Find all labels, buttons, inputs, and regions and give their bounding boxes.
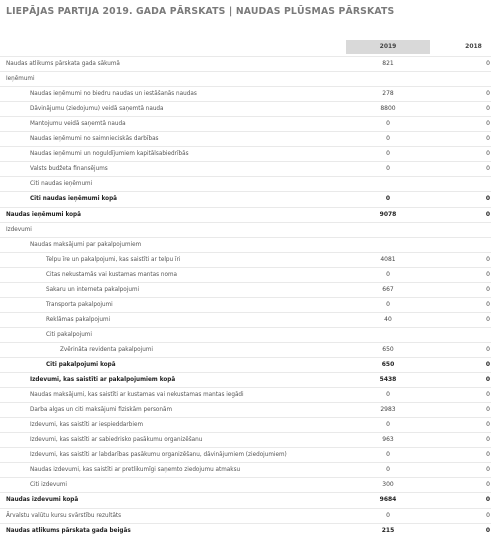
row-value-2019: 0: [386, 135, 390, 143]
row-label: Naudas izdevumi, kas saistīti ar pretlikumīgi saņemto ziedojumu atmaksu: [30, 467, 241, 474]
row-value-2019: 821: [382, 60, 394, 67]
table-row: [0, 432, 491, 447]
row-value-2018: 0: [486, 300, 490, 308]
table-row: [0, 402, 491, 417]
row-value-2019: 0: [386, 120, 390, 128]
row-value-2019: 0: [386, 391, 390, 399]
row-value-2019: 5438: [379, 376, 397, 384]
row-value-2018: 0: [486, 150, 490, 158]
row-label: Naudas maksājumi par pakalpojumiem: [30, 241, 142, 248]
row-value-2018: 0: [486, 436, 490, 444]
row-value-2019: 667: [382, 285, 394, 293]
row-value-2018: 0: [486, 255, 490, 263]
table-row: [0, 387, 491, 402]
table-row: [0, 146, 491, 161]
table-row: [0, 282, 491, 297]
row-value-2019: 963: [382, 436, 394, 444]
table-row: [0, 252, 491, 267]
row-label: Izdevumi, kas saistīti ar sabiedrisko pasākumu organizēšanu: [30, 437, 203, 444]
row-label: Sakaru un interneta pakalpojumi: [46, 286, 140, 293]
row-label: Darba algas un citi maksājumi fiziskām personām: [30, 407, 173, 414]
row-value-2019: 0: [386, 270, 390, 278]
row-value-2019: 0: [385, 195, 391, 203]
row-label: Citi naudas ieņēmumi: [30, 181, 93, 188]
table-row: [0, 237, 491, 252]
row-value-2018: 0: [486, 345, 490, 353]
table-row: [0, 462, 491, 477]
table-row: [0, 312, 491, 327]
row-value-2019: 0: [386, 300, 390, 308]
row-label: Citi pakalpojumi kopā: [46, 362, 116, 368]
row-label: Izdevumi, kas saistīti ar pakalpojumiem kopā: [30, 377, 176, 384]
row-value-2018: 0: [486, 511, 490, 519]
row-value-2019: 40: [384, 315, 392, 323]
table-row: [0, 357, 491, 372]
row-label: Zvērināta revidenta pakalpojumi: [60, 346, 153, 353]
row-label: Telpu īre un pakalpojumi, kas saistīti ar telpu īri: [46, 256, 181, 263]
row-value-2019: 0: [386, 421, 390, 429]
page-title: LIEPĀJAS PARTIJA 2019. GADA PĀRSKATS | NAUDAS PLŪSMAS PĀRSKATS: [6, 6, 395, 17]
row-value-2018: 0: [486, 406, 490, 414]
row-value-2019: 650: [381, 361, 395, 368]
table-row: [0, 417, 491, 432]
row-label: Mantojumu veidā saņemtā nauda: [30, 121, 126, 128]
table-row: [0, 372, 491, 387]
row-value-2018: 0: [486, 421, 490, 429]
table-row: [0, 116, 491, 131]
row-label: Reklāmas pakalpojumi: [46, 316, 111, 323]
row-value-2018: 0: [486, 270, 490, 278]
table-row: [0, 131, 491, 146]
table-row: [0, 86, 491, 101]
row-label: Ārvalstu valūtu kursu svārstību rezultāts: [6, 512, 122, 519]
row-value-2019: 0: [386, 451, 390, 459]
row-label: Citi izdevumi: [30, 482, 67, 489]
row-label: Citi naudas ieņēmumi kopā: [30, 196, 117, 203]
row-value-2019: 300: [382, 481, 394, 489]
row-value-2018: 0: [486, 481, 490, 489]
table-row: [0, 508, 491, 523]
table-row: [0, 447, 491, 462]
row-value-2018: 0: [486, 60, 490, 67]
row-value-2019: 8800: [380, 105, 396, 113]
row-value-2019: 2983: [380, 406, 396, 414]
column-header-2019: 2019: [346, 40, 430, 54]
table-row: [0, 176, 491, 191]
table-row: [0, 207, 491, 222]
row-value-2018: 0: [485, 496, 490, 504]
row-label: Naudas ieņēmumi un noguldījumiem kapitālsabiedrībās: [30, 151, 189, 158]
table-row: [0, 342, 491, 357]
row-label: Transporta pakalpojumi: [46, 301, 113, 308]
table-row: [0, 477, 491, 492]
row-value-2018: 0: [486, 120, 490, 128]
row-value-2019: 4081: [380, 255, 396, 263]
table-row: [0, 267, 491, 282]
row-value-2018: 0: [486, 315, 490, 323]
row-value-2019: 9078: [379, 210, 397, 218]
row-label: Izdevumi, kas saistīti ar iespieddarbiem: [30, 422, 143, 429]
row-label: Naudas ieņēmumi kopā: [6, 211, 81, 218]
table-row: [0, 297, 491, 312]
row-value-2018: 0: [486, 285, 490, 293]
column-header-2018: 2018: [465, 43, 482, 50]
row-label: Citas nekustamās vai kustamas mantas noma: [46, 271, 178, 278]
row-value-2018: 0: [486, 135, 490, 143]
row-label: Naudas atlikums pārskata gada sākumā: [6, 61, 120, 67]
row-label: Naudas atlikums pārskata gada beigās: [6, 527, 131, 534]
table-row: [0, 523, 491, 538]
row-value-2018: 0: [486, 466, 490, 474]
row-value-2019: 0: [386, 466, 390, 474]
row-value-2018: 0: [485, 361, 490, 368]
row-value-2019: 0: [386, 165, 390, 173]
table-row: [0, 56, 491, 71]
row-value-2018: 0: [486, 165, 490, 173]
row-value-2018: 0: [485, 195, 490, 203]
row-label: Izdevumi: [6, 226, 32, 233]
table-row: [0, 71, 491, 86]
row-value-2019: 215: [381, 526, 395, 534]
row-value-2018: 0: [486, 90, 490, 98]
row-value-2018: 0: [486, 391, 490, 399]
table-row: [0, 101, 491, 116]
row-value-2018: 0: [485, 376, 490, 384]
row-label: Izdevumi, kas saistīti ar labdarības pasākumu organizēšanu, dāvinājumiem (ziedojumiem): [30, 452, 287, 459]
row-value-2018: 0: [486, 451, 490, 459]
table-row: [0, 327, 491, 342]
row-value-2018: 0: [485, 526, 490, 534]
row-value-2019: 0: [386, 511, 390, 519]
row-label: Naudas izdevumi kopā: [6, 497, 79, 504]
table-row: [0, 161, 491, 176]
row-value-2019: 650: [382, 345, 394, 353]
table-row: [0, 222, 491, 237]
row-label: Citi pakalpojumi: [46, 331, 92, 338]
table-row: [0, 492, 491, 507]
row-label: Naudas ieņēmumi no biedru naudas un iestāšanās naudas: [30, 91, 197, 98]
table-row: [0, 191, 491, 206]
row-label: Dāvinājumu (ziedojumu) veidā saņemtā nauda: [30, 106, 164, 113]
row-value-2019: 278: [382, 90, 394, 98]
row-label: Valsts budžeta finansējums: [30, 166, 108, 173]
row-value-2018: 0: [486, 105, 490, 113]
row-value-2018: 0: [485, 210, 490, 218]
row-label: Naudas maksājumi, kas saistīti ar kustamas vai nekustamas mantas iegādi: [30, 392, 244, 399]
row-value-2019: 9684: [379, 496, 397, 504]
row-value-2019: 0: [386, 150, 390, 158]
row-label: Ieņēmumi: [6, 76, 35, 83]
row-label: Naudas ieņēmumi no saimnieciskās darbības: [30, 136, 159, 143]
